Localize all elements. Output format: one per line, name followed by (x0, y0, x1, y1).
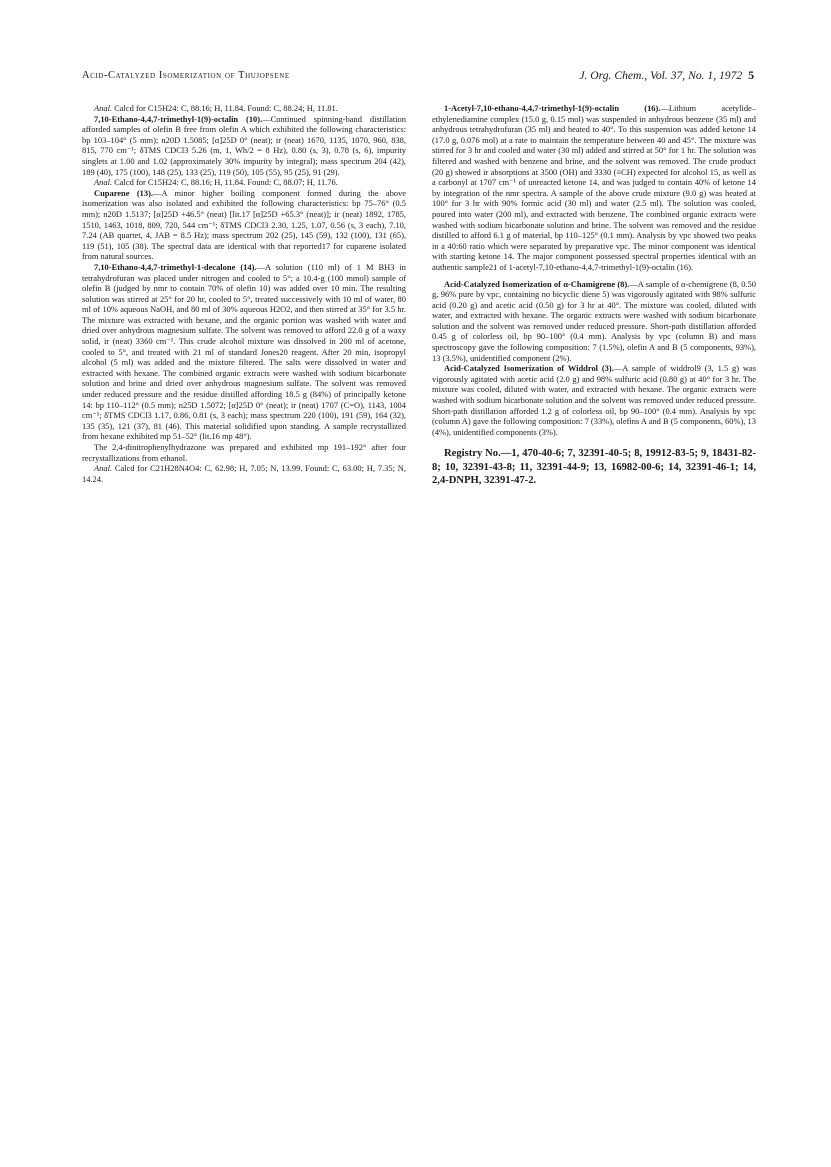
paragraph-label: Anal. (94, 463, 113, 474)
paragraph-text: The 2,4-dinitrophenylhydrazone was prepared and exhibited mp 191–192° after four recrystallizations from ethanol. (82, 442, 406, 463)
paragraph-text: Calcd for C15H24: C, 88.16; H, 11.84. Found: C, 88.07; H, 11.76. (114, 177, 338, 188)
paragraph-label: 7,10-Ethano-4,4,7-trimethyl-1-decalone (14). (94, 261, 257, 272)
paragraph-label: Acid-Catalyzed Isomerization of Widdrol (3). (444, 363, 614, 374)
left-column (82, 103, 406, 484)
paragraph-analysis-3 (82, 463, 406, 484)
paragraph-text: —A solution (110 ml) of 1 M BH3 in tetrahydrofuran was placed under nitrogen and cooled to 5°; a 10.4-g (100 mmol) sample of olefin B (judged by nmr to contain 70% of olefin 10) was added over 10 min. The resulting solution was stirred at 25° for 20 hr, cooled to 5°, treated successively with 10 ml of water, 80 ml of 10% aqueous NaOH, and 80 ml of 30% aqueous H2O2, and then stirred at 35° for 3.5 hr. The mixture was extracted with hexane, and the organic portion was washed with water and dried over anhydrous magnesium sulfate. The solvent was removed to afford 22.0 g of a waxy solid, ir (neat) 3360 cm⁻¹. This crude alcohol mixture was dissolved in 200 ml of acetone, cooled to 5°, and treated with 21 ml of standard Jones20 reagent. After 20 min, isopropyl alcohol (5 ml) was added and the mixture filtered. The salts were dissolved in water and extracted with hexane. The combined organic extracts were washed with sodium bicarbonate solution and brine and dried over anhydrous magnesium sulfate. The solvent was removed under reduced pressure and the residue distilled affording 18.5 g (84%) of principally ketone 14: bp 110–112° (0.5 mm); n25D 1.5072; [α]25D 0° (neat); ir (neat) 1707 (C=O), 1143, 1004 cm⁻¹; δTMS CDCl3 1.17, 0.86, 0.81 (s, 3 each); mass spectrum 220 (100), 191 (59), 164 (32), 135 (35), 121 (37), 81 (46). This material solidified upon standing. A sample recrystallized from hexane exhibited mp 51–52° (lit.16 mp 48°). (82, 261, 406, 442)
paragraph-text: —Continued spinning-band distillation afforded samples of olefin B free from olefin A which exhibited the following characteristics: bp 103–104° (5 mm); n20D 1.5085; [α]25D 0° (neat); ir (neat) 1670, 1135, 1070, 960, 838, 815, 770 cm⁻¹; δTMS CDCl3 5.26 (m, 1, Wh/2 = 8 Hz), 0.80 (s, 3), 0.78 (s, 6), impurity singlets at 1.00 and 1.02 (approximately 30% impurity by integral); mass spectrum 204 (42), 189 (40), 175 (100), 148 (25), 133 (25), 119 (50), 105 (55), 95 (25), 91 (29). (82, 113, 406, 177)
paragraph-text: —Lithium acetylide–ethylenediamine complex (15.0 g, 0.15 mol) was suspended in anhydrous benzene (35 ml) and anhydrous tetrahydrofuran (35 ml) and heated to 40°. To this suspension was added ketone 14 (17.0 g, 0.076 mol) at a rate to maintain the temperature between 40 and 45°. The mixture was stirred for 3 hr and cooled and water (30 ml) added and stirred at 50° for 1 hr. The solution was filtered and washed with benzene and brine, and the solvent was removed. The crude product (20 g) showed ir absorptions at 3500 (OH) and 3330 (≡CH) expected for alcohol 15, as well as a carbonyl at 1707 cm⁻¹ of unreacted ketone 14, and was judged to contain 40% of ketone 14 by integration of the nmr spectra. A sample of the above crude mixture (9.0 g) was heated at 100° for 3 hr with 90% formic acid (30 ml) and water (2.5 ml). The solution was cooled, poured into water (200 ml), and extracted with benzene. The combined organic extracts were washed with sodium bicarbonate solution and brine. The solvent was removed and the residue distilled to afford 6.1 g of material, bp 110–125° (0.1 mm). Analysis by vpc showed two peaks in a 40:60 ratio which were separated by preparative vpc. The minor component was identical with starting ketone 14. The major component possessed spectral properties identical with an authentic sample21 of 1-acetyl-7,10-ethano-4,4,7-trimethyl-1(9)-octalin (16). (432, 103, 756, 272)
registry-numbers: Registry No.—1, 470-40-6; 7, 32391-40-5; 8, 19912-83-5; 9, 18431-82-8; 10, 32391-43-8; 11, 32391-44-9; 13, 16982-00-6; 14, 32391-46-1; 14, 2,4-DNPH, 32391-47-2. (432, 448, 756, 487)
paragraph-label: Cuparene (13). (94, 187, 154, 198)
page-number: 5 (748, 69, 754, 82)
paragraph-widdrol-isomerization (432, 363, 756, 437)
paragraph-text: —A sample of α-chemigrene (8, 0.50 g, 96% pure by vpc, containing no bicyclic diene 5) was vigorously agitated with 98% sulfuric acid (0.20 g) and acetic acid (0.50 g) for 3 hr at 40°. The mixture was cooled, diluted with water, and extracted with hexane. The organic extracts were washed with sodium bicarbonate solution and the solvent was removed under reduced pressure. Short-path distillation afforded 0.45 g of colorless oil, bp 90–100° (0.4 mm). Analysis by vpc (column B) and mass spectroscopy gave the following composition: 7 (1.5%), olefin A and B (5 components, 93%), 13 (3.5%), unidentified component (2%). (432, 278, 756, 363)
paragraph-text: Calcd for C15H24: C, 88.16; H, 11.84. Found: C, 88.24; H, 11.81. (114, 103, 338, 113)
paragraph-label: Acid-Catalyzed Isomerization of α-Chamigrene (8). (444, 278, 630, 289)
paragraph-decalone-14 (82, 262, 406, 442)
paragraph-analysis-1 (82, 103, 406, 114)
right-column (432, 103, 756, 488)
paragraph-label: Anal. (94, 103, 113, 113)
journal-citation (579, 69, 754, 82)
paragraph-text: —A sample of widdrol9 (3, 1.5 g) was vigorously agitated with acetic acid (2.0 g) and 98% sulfuric acid (0.80 g) at 40° for 3 hr. The mixture was cooled, diluted with water, and extracted with hexane. The organic extracts were washed with sodium bicarbonate solution and the solvent was removed under reduced pressure. Short-path distillation afforded 1.2 g of colorless oil, bp 90–100° (0.4 mm). Analysis by vpc (column A) gave the following composition: 7 (33%), olefins A and B (5 components, 60%), 13 (4%), unidentified components (3%). (432, 363, 756, 437)
paragraph-acetyl-octalin-16 (432, 103, 756, 273)
journal-name: J. Org. Chem., Vol. 37, No. 1, 1972 (579, 69, 743, 82)
paragraph-label: 7,10-Ethano-4,4,7-trimethyl-1(9)-octalin (10). (94, 113, 263, 124)
paragraph-cuparene (82, 188, 406, 262)
running-header (82, 70, 754, 86)
paragraph-text: Calcd for C21H28N4O4: C, 62.98; H, 7.05; N, 13.99. Found: C, 63.00; H, 7.35; N, 14.24. (82, 463, 406, 484)
paragraph-label: 1-Acetyl-7,10-ethano-4,4,7-trimethyl-1(9)-octalin (16). (444, 103, 661, 113)
paragraph-octalin-10 (82, 114, 406, 178)
paragraph-dnph (82, 442, 406, 463)
paragraph-label: Anal. (94, 177, 113, 188)
paragraph-analysis-2 (82, 177, 406, 188)
paragraph-text: —A minor higher boiling component formed during the above isomerization was also isolated and exhibited the following characteristics: bp 75–76° (0.5 mm); n20D 1.5137; [α]25D +46.5° (neat) [lit.17 [α]25D +65.3° (neat)]; ir (neat) 1892, 1785, 1510, 1463, 1018, 809, 720, 544 cm⁻¹; δTMS CDCl3 2.30, 1.25, 1.07, 0.56 (s, 3 each), 7.10, 7.24 (AB quartet, 4, JAB = 8.5 Hz); mass spectrum 202 (25), 145 (59), 132 (100), 131 (65), 119 (51), 105 (38). The spectral data are identical with that reported17 for cuparene isolated from natural sources. (82, 187, 406, 262)
paragraph-chamigrene-isomerization (432, 279, 756, 364)
running-title: Acid-Catalyzed Isomerization of Thujopsene (82, 70, 290, 81)
